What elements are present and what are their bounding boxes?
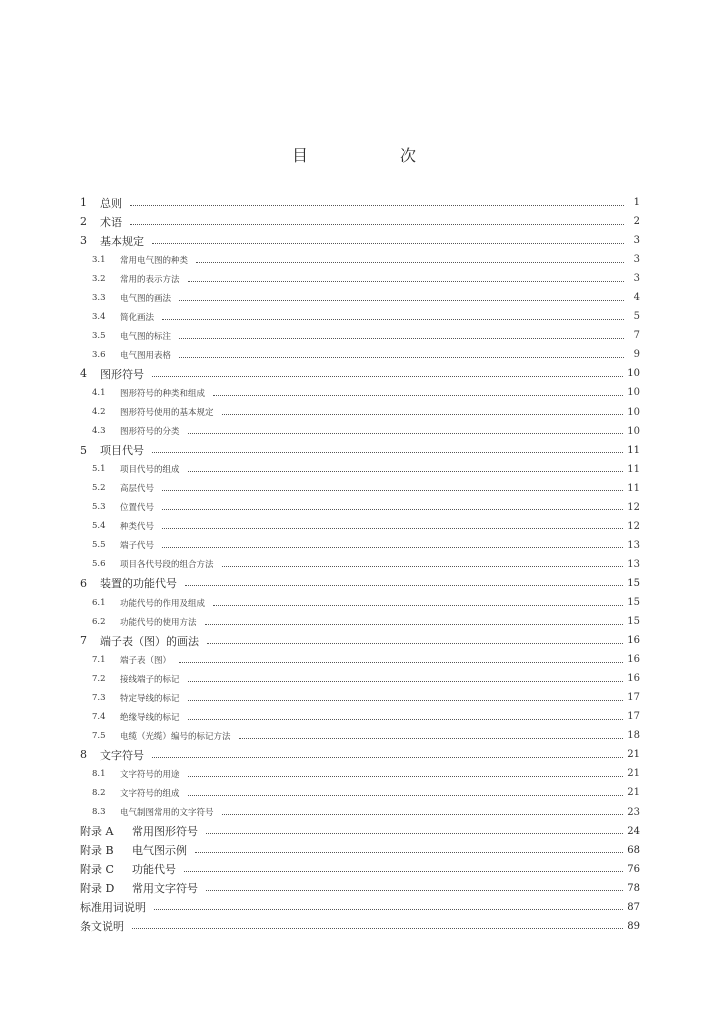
- toc-entry-number: 3.2: [92, 273, 106, 284]
- toc-entry[interactable]: [80, 764, 640, 783]
- toc-entry-page: 17: [627, 692, 640, 704]
- toc-entry-title: 装置的功能代号: [100, 577, 177, 591]
- toc-entry-number: 6: [80, 576, 87, 590]
- toc-entry-number: 8.1: [92, 768, 106, 779]
- toc-entry-title: 电气图用表格: [120, 350, 172, 361]
- toc-entry-number: 8.2: [92, 787, 106, 798]
- toc-entry[interactable]: [80, 403, 640, 422]
- toc-entry[interactable]: [80, 650, 640, 669]
- toc-entry-number: 6.1: [92, 597, 106, 608]
- toc-entry-title: 标准用词说明: [80, 901, 146, 915]
- toc-entry[interactable]: [80, 612, 640, 631]
- toc-entry-page: 12: [627, 501, 640, 513]
- dot-leader: [179, 661, 623, 663]
- toc-entry[interactable]: [80, 326, 640, 345]
- toc-entry-title: 图形符号的分类: [120, 427, 180, 438]
- toc-entry-page: 10: [627, 387, 640, 399]
- toc-entry[interactable]: [80, 498, 640, 517]
- toc-entry-title: 基本规定: [100, 234, 144, 248]
- dot-leader: [179, 299, 624, 301]
- toc-entry-title: 总则: [100, 196, 122, 210]
- dot-leader: [222, 565, 624, 567]
- toc-entry[interactable]: [80, 383, 640, 402]
- toc-entry[interactable]: [80, 422, 640, 441]
- dot-leader: [162, 508, 623, 510]
- toc-entry-number: 1: [80, 196, 87, 210]
- toc-entry-title: 项目代号: [100, 444, 144, 458]
- toc-entry[interactable]: [80, 669, 640, 688]
- toc-entry-page: 68: [627, 844, 640, 856]
- toc-entry-title: 图形符号的种类和组成: [120, 388, 206, 399]
- toc-entry-page: 5: [633, 311, 640, 323]
- toc-entry-number: 3.3: [92, 292, 106, 303]
- toc-entry[interactable]: [80, 574, 640, 593]
- toc-entry-page: 13: [627, 558, 640, 570]
- toc-entry-title: 文字符号的用途: [120, 769, 180, 780]
- table-of-contents: [80, 193, 640, 936]
- toc-entry-title: 项目代号的组成: [120, 465, 180, 476]
- toc-entry-page: 1: [633, 197, 640, 209]
- toc-entry-title: 种类代号: [120, 522, 155, 533]
- toc-entry[interactable]: [80, 688, 640, 707]
- toc-entry-number: 7.4: [92, 711, 106, 722]
- toc-entry-page: 15: [627, 597, 640, 608]
- dot-leader: [206, 889, 623, 891]
- toc-entry-title: 电气图的标注: [120, 331, 172, 342]
- toc-entry[interactable]: [80, 441, 640, 460]
- toc-entry-title: 功能代号的作用及组成: [120, 598, 206, 609]
- toc-entry[interactable]: [80, 879, 640, 898]
- toc-entry-page: 10: [627, 368, 640, 380]
- dot-leader: [188, 280, 624, 282]
- dot-leader: [162, 318, 624, 320]
- dot-leader: [132, 927, 623, 929]
- toc-entry[interactable]: [80, 841, 640, 860]
- toc-entry-number: 7.3: [92, 692, 106, 703]
- toc-entry-number: 附录 A: [80, 825, 114, 839]
- toc-entry-number: 5.4: [92, 521, 106, 532]
- toc-entry-number: 3: [80, 234, 87, 248]
- toc-entry[interactable]: [80, 345, 640, 364]
- dot-leader: [152, 756, 623, 758]
- toc-entry[interactable]: [80, 536, 640, 555]
- toc-entry-title: 常用图形符号: [132, 825, 198, 839]
- dot-leader: [188, 470, 624, 472]
- dot-leader: [179, 337, 624, 339]
- dot-leader: [185, 584, 623, 586]
- toc-entry-page: 78: [627, 882, 640, 894]
- toc-entry-number: 5.5: [92, 540, 106, 551]
- dot-leader: [188, 718, 624, 720]
- toc-entry-page: 15: [627, 577, 640, 589]
- toc-entry-page: 16: [627, 635, 640, 647]
- toc-entry-page: 3: [633, 254, 640, 266]
- dot-leader: [205, 623, 624, 625]
- toc-entry-page: 17: [627, 711, 640, 723]
- toc-entry-page: 76: [627, 863, 640, 875]
- dot-leader: [206, 832, 623, 834]
- toc-entry-page: 3: [633, 273, 640, 285]
- dot-leader: [213, 604, 623, 606]
- toc-entry-number: 附录 D: [80, 882, 115, 896]
- toc-entry-title: 简化画法: [120, 312, 155, 323]
- toc-entry[interactable]: [80, 460, 640, 479]
- toc-entry[interactable]: [80, 555, 640, 574]
- toc-entry-title: 文字符号: [100, 748, 144, 762]
- dot-leader: [162, 489, 623, 491]
- toc-entry-number: 2: [80, 215, 87, 229]
- page-title: 目 次: [291, 146, 454, 165]
- toc-entry-number: 3.1: [92, 254, 106, 265]
- dot-leader: [162, 546, 623, 548]
- toc-entry-number: 附录 C: [80, 863, 114, 877]
- dot-leader: [188, 699, 624, 701]
- toc-entry-page: 2: [633, 216, 640, 228]
- toc-entry-number: 4: [80, 367, 87, 381]
- toc-entry[interactable]: [80, 593, 640, 612]
- dot-leader: [213, 394, 623, 396]
- toc-entry-number: 5.1: [92, 464, 106, 475]
- toc-entry-number: 8.3: [92, 807, 106, 818]
- toc-entry-number: 4.1: [92, 387, 106, 398]
- toc-entry-number: 5: [80, 443, 87, 457]
- toc-entry[interactable]: [80, 250, 640, 269]
- toc-entry-title: 项目各代号段的组合方法: [120, 560, 214, 571]
- toc-entry[interactable]: [80, 631, 640, 650]
- toc-entry-number: 4.3: [92, 426, 106, 437]
- toc-entry-title: 功能代号: [132, 863, 176, 877]
- toc-entry-page: 21: [627, 787, 640, 799]
- toc-entry-page: 9: [633, 349, 640, 361]
- toc-entry-title: 常用文字符号: [132, 882, 198, 896]
- toc-entry-page: 7: [633, 330, 640, 342]
- dot-leader: [188, 432, 624, 434]
- toc-entry-title: 术语: [100, 215, 122, 229]
- toc-entry[interactable]: [80, 231, 640, 250]
- toc-entry-page: 12: [627, 520, 640, 532]
- toc-entry-page: 24: [627, 825, 640, 837]
- dot-leader: [154, 908, 623, 910]
- toc-entry-number: 附录 B: [80, 844, 114, 858]
- toc-entry-number: 3.6: [92, 349, 106, 360]
- toc-entry[interactable]: [80, 745, 640, 764]
- toc-entry[interactable]: [80, 269, 640, 288]
- toc-entry-number: 6.2: [92, 616, 106, 627]
- toc-entry-number: 7.5: [92, 730, 106, 741]
- toc-entry[interactable]: [80, 860, 640, 879]
- toc-entry-number: 5.3: [92, 502, 106, 513]
- toc-entry[interactable]: [80, 822, 640, 841]
- dot-leader: [207, 642, 623, 644]
- dot-leader: [162, 527, 623, 529]
- dot-leader: [222, 413, 624, 415]
- toc-entry-title: 电气图的画法: [120, 293, 172, 304]
- toc-entry-number: 3.5: [92, 330, 106, 341]
- toc-entry-number: 8: [80, 748, 87, 762]
- dot-leader: [239, 737, 624, 739]
- toc-entry-title: 条文说明: [80, 920, 124, 934]
- toc-entry-page: 21: [627, 749, 640, 761]
- toc-entry[interactable]: [80, 917, 640, 936]
- dot-leader: [188, 775, 624, 777]
- toc-entry[interactable]: [80, 726, 640, 745]
- toc-entry[interactable]: [80, 707, 640, 726]
- toc-entry-title: 特定导线的标记: [120, 693, 180, 704]
- dot-leader: [130, 223, 624, 225]
- toc-entry-page: 87: [627, 901, 640, 913]
- toc-entry-title: 绝缘导线的标记: [120, 712, 180, 723]
- toc-entry-title: 文字符号的组成: [120, 788, 180, 799]
- toc-entry-page: 10: [627, 425, 640, 437]
- toc-entry-page: 11: [627, 444, 640, 456]
- toc-entry-number: 4.2: [92, 407, 106, 418]
- toc-entry-page: 4: [633, 292, 640, 304]
- toc-entry-page: 13: [627, 539, 640, 551]
- toc-entry-page: 18: [627, 730, 640, 742]
- toc-entry-title: 端子表（图）: [120, 655, 172, 666]
- toc-entry[interactable]: [80, 307, 640, 326]
- toc-entry-title: 功能代号的使用方法: [120, 617, 197, 628]
- toc-entry-number: 5.2: [92, 483, 106, 494]
- dot-leader: [188, 680, 624, 682]
- toc-entry-title: 位置代号: [120, 503, 155, 514]
- toc-entry-number: 7: [80, 634, 87, 648]
- toc-entry-title: 电气制图常用的文字符号: [120, 808, 214, 819]
- dot-leader: [152, 451, 623, 453]
- toc-entry-number: 7.1: [92, 654, 106, 665]
- toc-entry[interactable]: [80, 193, 640, 212]
- toc-entry-page: 16: [627, 673, 640, 685]
- toc-entry-page: 89: [627, 920, 640, 932]
- toc-entry-title: 接线端子的标记: [120, 674, 180, 685]
- toc-entry-page: 21: [627, 768, 640, 780]
- toc-entry[interactable]: [80, 212, 640, 231]
- dot-leader: [222, 813, 624, 815]
- dot-leader: [184, 870, 623, 872]
- toc-entry-page: 10: [627, 406, 640, 418]
- toc-entry[interactable]: [80, 898, 640, 917]
- toc-entry[interactable]: [80, 364, 640, 383]
- toc-entry[interactable]: [80, 783, 640, 802]
- dot-leader: [196, 261, 624, 263]
- dot-leader: [130, 204, 624, 206]
- dot-leader: [152, 375, 623, 377]
- toc-entry-title: 电缆（光缆）编号的标记方法: [120, 731, 231, 742]
- toc-entry-title: 端子代号: [120, 541, 155, 552]
- toc-entry-number: 7.2: [92, 673, 106, 684]
- toc-entry-title: 图形符号: [100, 367, 144, 381]
- toc-entry-page: 11: [627, 482, 640, 494]
- toc-entry-number: 3.4: [92, 311, 106, 322]
- toc-entry-number: 5.6: [92, 559, 106, 570]
- toc-entry-title: 端子表（图）的画法: [100, 634, 199, 648]
- toc-entry-page: 3: [633, 235, 640, 247]
- toc-entry-page: 11: [627, 463, 640, 475]
- toc-entry-page: 16: [627, 654, 640, 666]
- toc-entry-title: 常用的表示方法: [120, 274, 180, 285]
- toc-entry[interactable]: [80, 803, 640, 822]
- dot-leader: [152, 242, 624, 244]
- toc-entry-title: 常用电气图的种类: [120, 255, 189, 266]
- toc-entry[interactable]: [80, 517, 640, 536]
- toc-entry-title: 图形符号使用的基本规定: [120, 408, 214, 419]
- dot-leader: [188, 794, 624, 796]
- toc-entry-title: 高层代号: [120, 484, 155, 495]
- toc-entry-title: 电气图示例: [132, 844, 187, 858]
- dot-leader: [195, 851, 623, 853]
- dot-leader: [179, 356, 624, 358]
- toc-entry-page: 15: [627, 616, 640, 628]
- toc-entry[interactable]: [80, 479, 640, 498]
- toc-entry-page: 23: [627, 806, 640, 818]
- toc-entry[interactable]: [80, 288, 640, 307]
